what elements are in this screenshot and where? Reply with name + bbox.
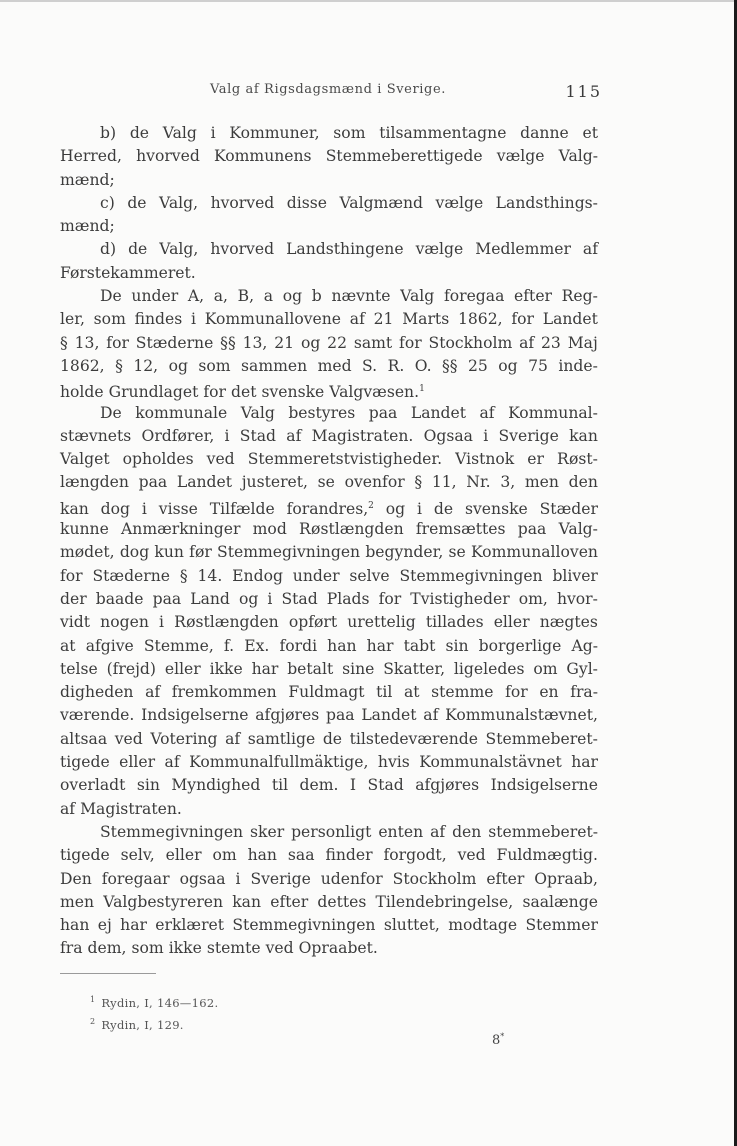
text-line: De under A, a, B, a og b nævnte Valg foregaa efter Reg- <box>100 287 598 306</box>
footnote-2 <box>90 1011 218 1033</box>
text-line: b) de Valg i Kommuner, som tilsammentagne danne et <box>100 124 598 142</box>
footnote-text: Rydin, I, 146—162. <box>101 996 219 1010</box>
footnote-text: Rydin, I, 129. <box>101 1018 184 1032</box>
text-line: Herred, hvorved Kommunens Stemmeberettigede vælge Valg- <box>60 147 598 166</box>
text-line: at afgive Stemme, f. Ex. fordi han har tabt sin borgerlige Ag- <box>60 636 598 655</box>
text-line: tigede selv, eller om han saa finder forgodt, ved Fuldmægtig. <box>60 846 598 865</box>
text-line: værende. Indsigelserne afgjøres paa Landet af Kommunalstævnet, <box>60 706 598 725</box>
text-line: stævnets Ordfører, i Stad af Magistraten. Ogsaa i Sverige kan <box>60 426 598 445</box>
page-number: 115 <box>565 82 602 101</box>
text-line: men Valgbestyreren kan efter dettes Tilendebringelse, saalænge <box>60 892 598 911</box>
text-line: mødet, dog kun før Stemmegivningen begynder, se Kommunalloven <box>60 543 598 562</box>
signature-asterisk: * <box>500 1032 505 1041</box>
text-line: Den foregaar ogsaa i Sverige udenfor Stockholm efter Opraab, <box>60 869 598 888</box>
text-line: mænd; <box>60 217 115 236</box>
text-line: De kommunale Valg bestyres paa Landet af Kommunal- <box>100 403 598 422</box>
text-line: altsaa ved Votering af samtlige de tilstedeværende Stemmeberet- <box>60 729 598 748</box>
text-line: Stemmegivningen sker personligt enten af den stemmeberet- <box>100 822 598 841</box>
footnotes <box>90 989 218 1033</box>
text-line: der baade paa Land og i Stad Plads for Tvistigheder om, hvor- <box>60 589 598 608</box>
text-line: holde Grundlaget for det svenske Valgvæsen.$^1$ <box>60 383 425 402</box>
text-line: d) de Valg, hvorved Landsthingene vælge Medlemmer af <box>100 240 598 259</box>
running-title: Valg af Rigsdagsmænd i Sverige. <box>210 82 446 97</box>
text-line: Valget opholdes ved Stemmeretstvistigheder. Vistnok er Røst- <box>60 450 598 469</box>
text-line: mænd; <box>60 170 115 189</box>
text-line: kan dog i visse Tilfælde forandres,$^2$ og i de svenske Stæder <box>60 499 598 518</box>
text-line: kunne Anmærkninger mod Røstlængden fremsættes paa Valg- <box>60 520 598 539</box>
body-text <box>60 122 598 961</box>
text-line: Førstekammeret. <box>60 263 196 282</box>
text-line: af Magistraten. <box>60 799 182 818</box>
signature-mark <box>492 1032 504 1048</box>
text-line: ler, som findes i Kommunallovene af 21 Marts 1862, for Landet <box>60 310 598 329</box>
text-line: § 13, for Stæderne §§ 13, 21 og 22 samt for Stockholm af 23 Maj <box>60 333 598 352</box>
text-line: for Stæderne § 14. Endog under selve Stemmegivningen bliver <box>60 566 598 585</box>
text-line: tigede eller af Kommunalfullmäktige, hvis Kommunalstävnet har <box>60 753 598 772</box>
footnote-mark: 1 <box>90 995 96 1004</box>
footnote-rule <box>60 973 156 974</box>
text-line: digheden af fremkommen Fuldmagt til at stemme for en fra- <box>60 683 598 702</box>
footnote-1 <box>90 989 218 1011</box>
text-line: han ej har erklæret Stemmegivningen sluttet, modtage Stemmer <box>60 916 598 935</box>
text-line: 1862, § 12, og som sammen med S. R. O. §§ 25 og 75 inde- <box>60 356 598 375</box>
text-line: telse (frejd) eller ikke har betalt sine Skatter, ligeledes om Gyl- <box>60 659 598 678</box>
text-line: vidt nogen i Røstlængden opført urettelig tillades eller nægtes <box>60 613 598 632</box>
footnote-mark: 2 <box>90 1017 96 1026</box>
page-top-edge <box>0 0 737 2</box>
text-line: c) de Valg, hvorved disse Valgmænd vælge Landsthings- <box>100 193 598 212</box>
text-line: længden paa Landet justeret, se ovenfor § 11, Nr. 3, men den <box>60 473 598 492</box>
text-line: overladt sin Myndighed til dem. I Stad afgjøres Indsigelserne <box>60 776 598 795</box>
page-header <box>60 82 600 106</box>
text-line: fra dem, som ikke stemte ved Opraabet. <box>60 939 378 958</box>
signature-number: 8 <box>492 1033 501 1048</box>
